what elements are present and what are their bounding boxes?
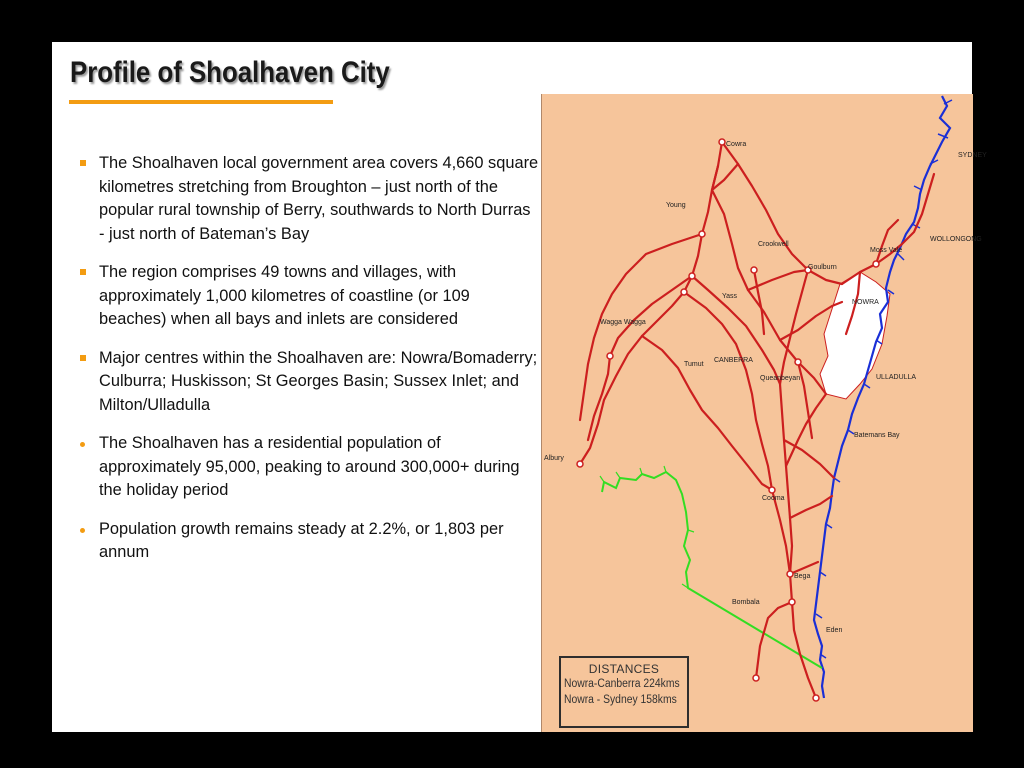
bullet-text: The Shoalhaven has a residential population of approximately 95,000, peaking to around 300,000+ during the holiday period <box>99 434 520 499</box>
map-label-moss-vale: Moss Vale <box>870 247 903 254</box>
map-label-bombala: Bombala <box>732 599 760 606</box>
map-graphic <box>542 94 987 732</box>
distances-title: DISTANCES <box>588 662 660 676</box>
slide-title: Profile of Shoalhaven City <box>70 56 390 89</box>
bullet-text: Major centres within the Shoalhaven are: Nowra/Bomaderry; Culburra; Huskisson; St Georges Basin; Sussex Inlet; and Milton/Ulladulla <box>99 348 538 414</box>
title-underline <box>69 100 333 104</box>
town-markers <box>577 139 879 701</box>
dot-bullet-icon <box>80 528 85 533</box>
map-label-bega: Bega <box>794 573 811 580</box>
road-network <box>580 142 934 698</box>
map-label-canberra: CANBERRA <box>714 357 753 364</box>
map-label-wollongong: WOLLONGONG <box>930 236 982 243</box>
square-bullet-icon <box>80 160 86 166</box>
map-label-eden: Eden <box>826 627 843 634</box>
map-label-cowra: Cowra <box>726 141 747 148</box>
bullet-text: The Shoalhaven local government area covers 4,660 square kilometres stretching from Broughton – just north of the popular rural township of Berry, southwards to North Durras - just north of Bateman’s Bay <box>99 154 539 243</box>
map-label-queanbeyan: Queanbeyan <box>760 375 801 382</box>
bullet-item <box>80 261 540 332</box>
bullet-item <box>80 432 540 503</box>
map-label-goulburn: Goulburn <box>808 264 837 271</box>
distances-legend <box>559 656 689 728</box>
bullet-item <box>80 152 540 246</box>
bullet-list <box>80 152 540 580</box>
region-map <box>541 94 987 732</box>
square-bullet-icon <box>80 269 86 275</box>
map-label-young: Young <box>666 202 686 209</box>
map-label-batemans-bay: Batemans Bay <box>854 432 900 439</box>
map-label-cooma: Cooma <box>762 495 785 502</box>
map-label-sydney: SYDNEY <box>958 152 987 159</box>
map-label-tumut: Tumut <box>684 361 704 368</box>
state-border-ticks <box>600 466 694 588</box>
map-label-yass: Yass <box>722 293 738 300</box>
map-label-albury: Albury <box>544 455 564 462</box>
bullet-item <box>80 518 540 565</box>
distance-nowra-sydney: Nowra - Sydney 158kms <box>564 694 677 706</box>
bullet-text: Population growth remains steady at 2.2%, or 1,803 per annum <box>99 519 504 561</box>
bullet-text: The region comprises 49 towns and villages, with approximately 1,000 kilometres of coastline (or 109 beaches) when all bays and inlets are considered <box>99 263 470 328</box>
map-label-wagga-wagga: Wagga Wagga <box>600 319 646 326</box>
bullet-item <box>80 347 540 418</box>
map-label-ulladulla: ULLADULLA <box>876 374 917 381</box>
slide <box>52 42 987 732</box>
dot-bullet-icon <box>80 442 85 447</box>
map-label-crookwell: Crookwell <box>758 241 789 248</box>
distance-nowra-canberra: Nowra-Canberra 224kms <box>564 678 680 690</box>
square-bullet-icon <box>80 355 86 361</box>
map-label-nowra: NOWRA <box>852 299 879 306</box>
